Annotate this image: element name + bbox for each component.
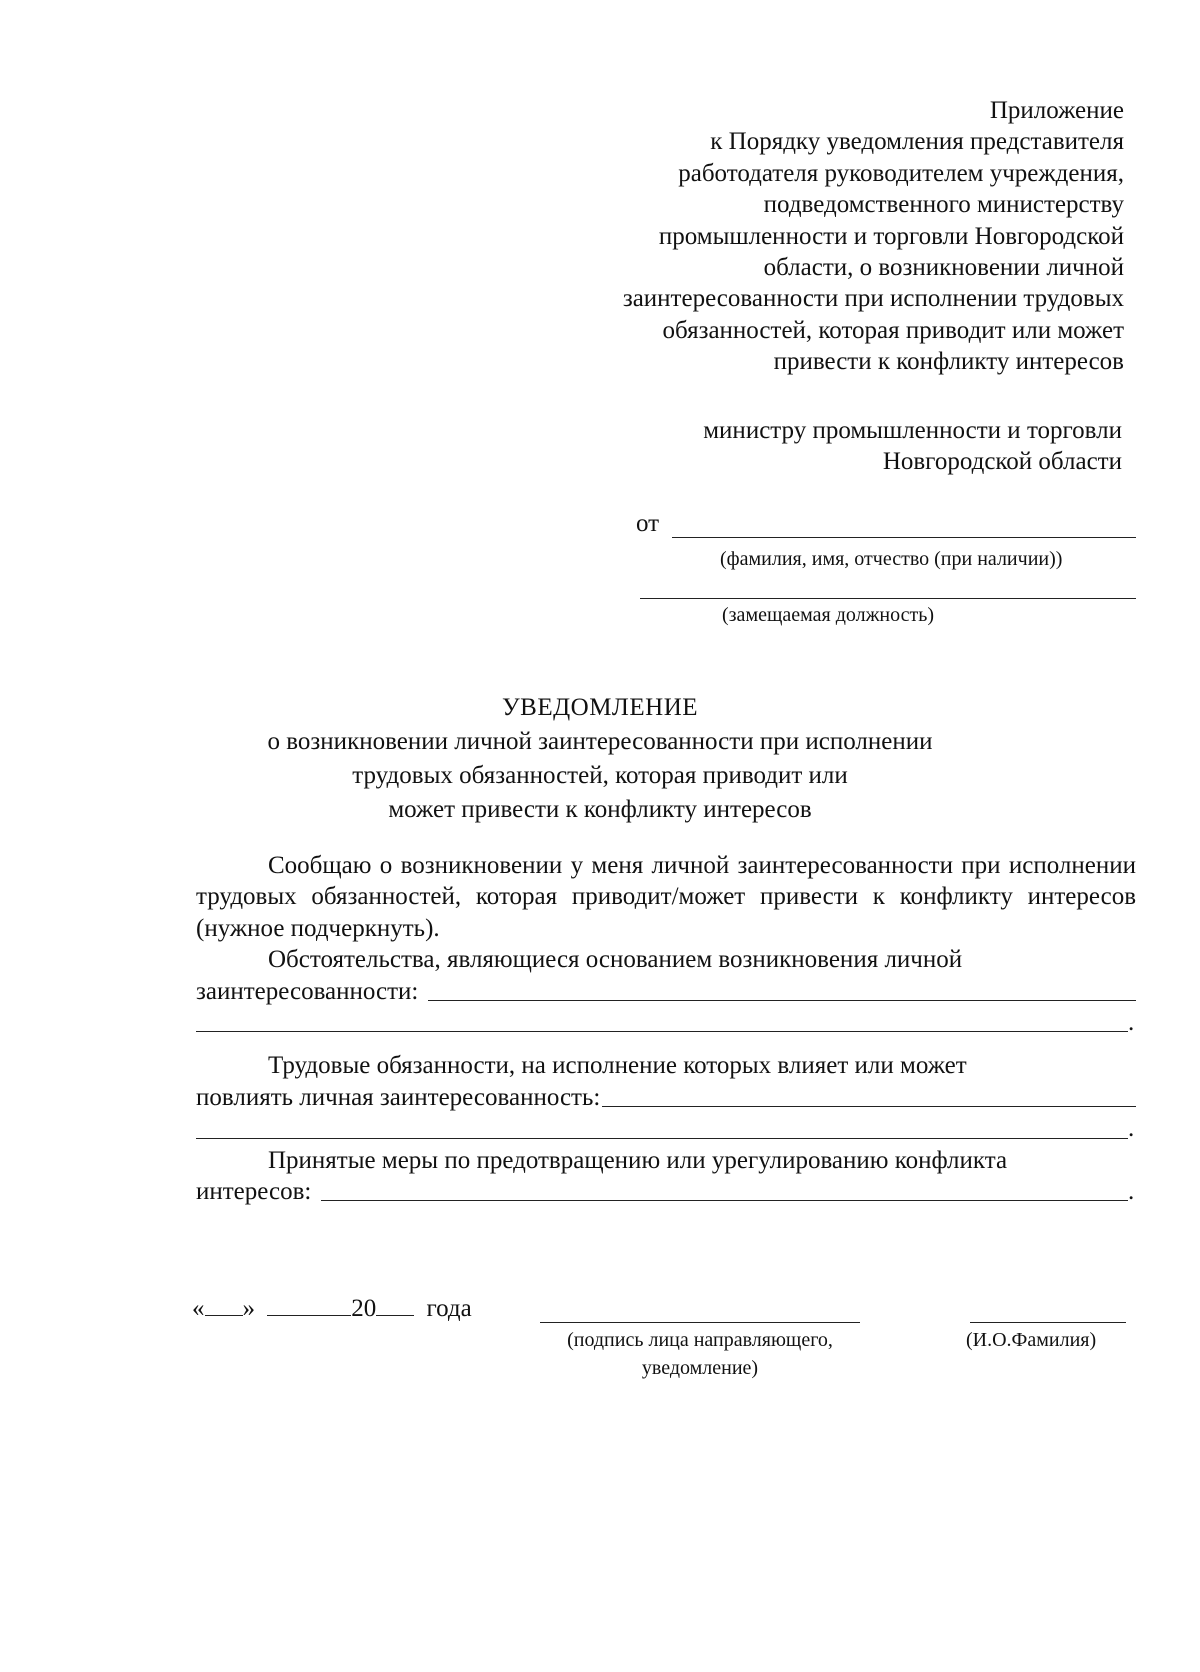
date-close-quote: » [242,1295,255,1322]
sender-name-blank[interactable] [672,537,1136,538]
measures-label: интересов: [196,1178,312,1206]
appendix-line: к Порядку уведомления представителя [710,128,1124,156]
appendix-header [524,95,1124,378]
period: . [1128,1009,1135,1037]
duties-field[interactable] [196,1082,1136,1113]
year-word: года [426,1295,472,1322]
paragraph-report: Сообщаю о возникновении у меня личной заинтересованности при исполнении трудовых обязанностей, которая приводит/может привести к конфликту интересов (нужное подчеркнуть). [196,852,1136,942]
year-prefix: 20 [351,1295,377,1322]
circumstances-label: заинтересованности: [196,977,419,1005]
appendix-line: обязанностей, которая приводит или может [662,316,1124,344]
addressee-line: министру промышленности и торговли [703,417,1122,444]
circumstances-field[interactable] [196,976,1136,1007]
sender-position-blank[interactable] [640,598,1136,599]
sender-name-hint: (фамилия, имя, отчество (при наличии)) [720,548,1063,570]
day-blank[interactable] [205,1314,243,1316]
duties-blank-2[interactable] [196,1138,1128,1139]
title-main: УВЕДОМЛЕНИЕ [501,694,699,721]
date-field[interactable] [192,1295,472,1323]
from-label: от [636,510,660,537]
appendix-line: работодателя руководителем учреждения, [678,159,1124,187]
initials-surname-blank[interactable] [970,1322,1126,1323]
period: . [1128,1178,1135,1206]
appendix-line: заинтересованности при исполнении трудовых [622,285,1124,313]
sender-name-field[interactable] [636,510,1136,544]
duties-blank[interactable] [602,1105,1136,1107]
title-line: может привести к конфликту интересов [388,796,812,823]
initials-surname-hint: (И.О.Фамилия) [966,1329,1097,1351]
date-open-quote: « [192,1295,205,1322]
appendix-line: подведомственного министерству [763,191,1124,219]
circumstances-blank[interactable] [428,999,1136,1001]
circumstances-blank-2[interactable] [196,1031,1128,1032]
document-body [196,850,1136,1207]
appendix-line: промышленности и торговли Новгородской [658,222,1124,250]
month-blank[interactable] [267,1314,351,1316]
title-line: трудовых обязанностей, которая приводит или [352,762,848,789]
sender-position-hint: (замещаемая должность) [722,604,935,626]
paragraph-circumstances-lead: Обстоятельства, являющиеся основанием возникновения личной [268,946,963,974]
duties-label: повлиять личная заинтересованность: [196,1083,601,1111]
signature-hint-line: уведомление) [641,1357,759,1379]
year-blank[interactable] [376,1314,414,1316]
duties-field-continued[interactable] [196,1113,1136,1144]
signature-hint [540,1326,860,1382]
appendix-line: области, о возникновении личной [763,254,1124,282]
document-title [0,691,1200,827]
title-line: о возникновении личной заинтересованности при исполнении [267,728,933,755]
paragraph-measures-lead: Принятые меры по предотвращению или урегулированию конфликта [268,1146,1008,1174]
period: . [1128,1115,1135,1143]
measures-blank[interactable] [321,1199,1128,1201]
circumstances-field-continued[interactable] [196,1007,1136,1038]
measures-field[interactable] [196,1176,1136,1207]
appendix-line: Приложение [989,97,1124,124]
signature-blank[interactable] [540,1322,860,1323]
paragraph-duties-lead: Трудовые обязанности, на исполнение которых влияет или может [268,1052,967,1080]
addressee-line: Новгородской области [882,448,1122,476]
signature-hint-line: (подпись лица направляющего, [567,1329,833,1351]
addressee-block [522,415,1122,478]
appendix-line: привести к конфликту интересов [773,348,1124,376]
